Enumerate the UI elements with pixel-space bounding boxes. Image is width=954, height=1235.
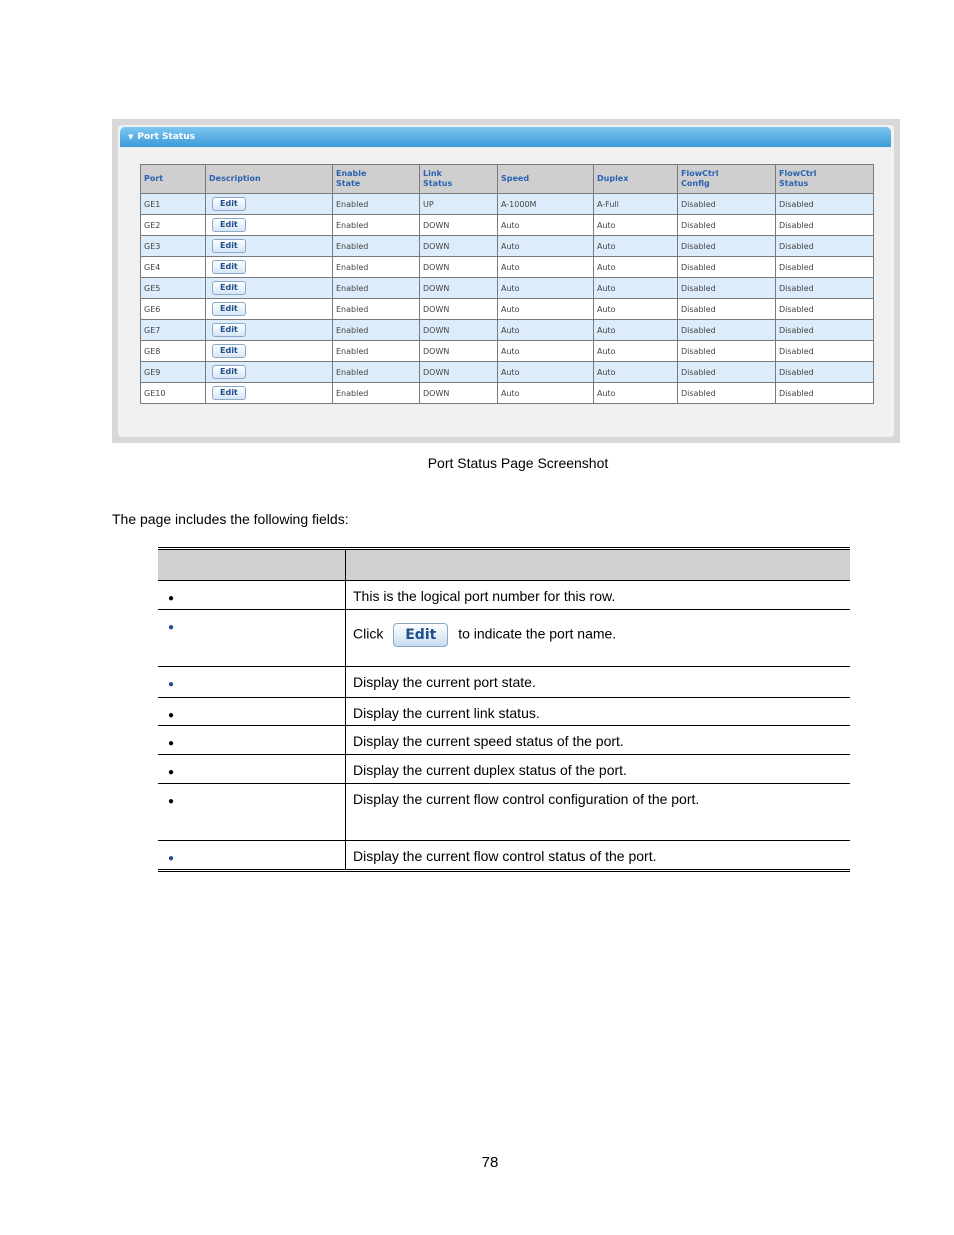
edit-button[interactable]: Edit	[212, 239, 246, 253]
col-header-duplex: Duplex	[594, 165, 678, 194]
col-header-flowctrl-config-text: FlowCtrl Config	[681, 169, 719, 188]
cell-speed: Auto	[498, 341, 594, 362]
cell-duplex: Auto	[594, 362, 678, 383]
edit-button[interactable]: Edit	[212, 197, 246, 211]
col-header-flowctrl-config	[678, 165, 776, 194]
field-desc-cell	[346, 726, 851, 755]
table-row	[141, 257, 874, 278]
cell-speed: Auto	[498, 299, 594, 320]
cell-duplex: Auto	[594, 278, 678, 299]
cell-state: Enabled	[333, 278, 420, 299]
field-object-cell	[158, 581, 346, 610]
page-number: 78	[481, 1154, 499, 1171]
cell-state: Enabled	[333, 320, 420, 341]
cell-duplex: Auto	[594, 257, 678, 278]
field-description-pre: Click	[353, 625, 384, 642]
table-row	[141, 215, 874, 236]
cell-fc-config: Disabled	[678, 362, 776, 383]
field-header-description	[346, 549, 851, 581]
cell-link: DOWN	[420, 257, 498, 278]
field-row	[158, 755, 850, 784]
cell-link: DOWN	[420, 236, 498, 257]
edit-button[interactable]: Edit	[212, 323, 246, 337]
bullet-icon: ●	[168, 738, 175, 749]
col-header-enable-state	[333, 165, 420, 194]
field-description-post: to indicate the port name.	[458, 625, 617, 642]
cell-state: Enabled	[333, 383, 420, 404]
field-desc-cell	[346, 610, 851, 667]
col-header-flowctrl-status	[776, 165, 874, 194]
cell-fc-status: Disabled	[776, 215, 874, 236]
cell-description	[206, 320, 333, 341]
field-table-header	[158, 549, 850, 581]
cell-state: Enabled	[333, 341, 420, 362]
bullet-icon: ●	[168, 796, 175, 807]
cell-description	[206, 215, 333, 236]
bullet-icon: ●	[168, 767, 175, 778]
cell-fc-config: Disabled	[678, 299, 776, 320]
cell-state: Enabled	[333, 257, 420, 278]
cell-duplex: Auto	[594, 236, 678, 257]
field-desc-cell	[346, 698, 851, 726]
field-description-click	[353, 623, 616, 647]
edit-button[interactable]: Edit	[212, 365, 246, 379]
field-object-cell	[158, 698, 346, 726]
collapse-arrow-icon[interactable]: ▼	[128, 133, 134, 141]
cell-port: GE3	[141, 236, 206, 257]
bullet-icon: ●	[168, 622, 175, 633]
field-description: Display the current speed status of the port.	[353, 733, 624, 749]
table-header-row	[141, 165, 874, 194]
field-object-cell	[158, 755, 346, 784]
table-row	[141, 362, 874, 383]
cell-duplex: Auto	[594, 215, 678, 236]
cell-duplex: Auto	[594, 299, 678, 320]
cell-speed: Auto	[498, 362, 594, 383]
col-header-link-status	[420, 165, 498, 194]
table-row	[141, 320, 874, 341]
cell-fc-config: Disabled	[678, 383, 776, 404]
edit-button[interactable]: Edit	[212, 281, 246, 295]
bullet-icon: ●	[168, 593, 175, 604]
table-row	[141, 383, 874, 404]
cell-description	[206, 362, 333, 383]
cell-speed: Auto	[498, 236, 594, 257]
cell-state: Enabled	[333, 299, 420, 320]
cell-fc-status: Disabled	[776, 320, 874, 341]
edit-button[interactable]: Edit	[212, 344, 246, 358]
field-object-cell	[158, 726, 346, 755]
cell-fc-config: Disabled	[678, 257, 776, 278]
cell-speed: Auto	[498, 278, 594, 299]
cell-fc-status: Disabled	[776, 299, 874, 320]
field-row	[158, 726, 850, 755]
field-description: Display the current flow control status of the port.	[353, 848, 657, 864]
cell-fc-config: Disabled	[678, 194, 776, 215]
field-object-cell	[158, 610, 346, 667]
bullet-icon: ●	[168, 679, 175, 690]
cell-port: GE2	[141, 215, 206, 236]
col-header-flowctrl-status-text: FlowCtrl Status	[779, 169, 817, 188]
table-row	[141, 236, 874, 257]
cell-description	[206, 278, 333, 299]
cell-speed: Auto	[498, 383, 594, 404]
field-header-object	[158, 549, 346, 581]
cell-fc-config: Disabled	[678, 320, 776, 341]
edit-button[interactable]: Edit	[212, 386, 246, 400]
col-header-description: Description	[206, 165, 333, 194]
cell-duplex: Auto	[594, 341, 678, 362]
cell-description	[206, 194, 333, 215]
field-row	[158, 667, 850, 698]
cell-speed: A-1000M	[498, 194, 594, 215]
cell-port: GE1	[141, 194, 206, 215]
field-desc-cell	[346, 784, 851, 841]
field-description-table	[158, 547, 850, 872]
cell-link: DOWN	[420, 320, 498, 341]
cell-description	[206, 383, 333, 404]
field-row	[158, 581, 850, 610]
cell-link: UP	[420, 194, 498, 215]
cell-description	[206, 299, 333, 320]
cell-state: Enabled	[333, 215, 420, 236]
field-row	[158, 841, 850, 871]
field-desc-cell	[346, 841, 851, 871]
cell-fc-status: Disabled	[776, 362, 874, 383]
cell-state: Enabled	[333, 362, 420, 383]
intro-text: The page includes the following fields:	[112, 511, 349, 527]
cell-fc-status: Disabled	[776, 236, 874, 257]
table-row	[141, 341, 874, 362]
cell-port: GE5	[141, 278, 206, 299]
field-desc-cell	[346, 755, 851, 784]
cell-link: DOWN	[420, 215, 498, 236]
cell-port: GE7	[141, 320, 206, 341]
cell-description	[206, 236, 333, 257]
panel-title: Port Status	[137, 132, 195, 142]
cell-state: Enabled	[333, 236, 420, 257]
cell-port: GE8	[141, 341, 206, 362]
cell-link: DOWN	[420, 341, 498, 362]
edit-button[interactable]: Edit	[212, 218, 246, 232]
field-object-cell	[158, 667, 346, 698]
field-row	[158, 698, 850, 726]
cell-duplex: A-Full	[594, 194, 678, 215]
field-row	[158, 784, 850, 841]
col-header-speed: Speed	[498, 165, 594, 194]
port-status-screenshot	[112, 119, 900, 443]
cell-port: GE4	[141, 257, 206, 278]
cell-fc-config: Disabled	[678, 278, 776, 299]
field-row	[158, 610, 850, 667]
cell-description	[206, 257, 333, 278]
cell-fc-status: Disabled	[776, 194, 874, 215]
field-object-cell	[158, 841, 346, 871]
cell-link: DOWN	[420, 278, 498, 299]
edit-button[interactable]: Edit	[212, 260, 246, 274]
field-description: This is the logical port number for this row.	[353, 588, 616, 604]
cell-fc-status: Disabled	[776, 278, 874, 299]
cell-fc-status: Disabled	[776, 383, 874, 404]
cell-fc-config: Disabled	[678, 236, 776, 257]
edit-button[interactable]: Edit	[212, 302, 246, 316]
field-description: Display the current flow control configuration of the port.	[353, 791, 700, 807]
cell-fc-config: Disabled	[678, 215, 776, 236]
table-row	[141, 278, 874, 299]
cell-speed: Auto	[498, 215, 594, 236]
col-header-enable-state-text: Enable State	[336, 169, 367, 188]
cell-link: DOWN	[420, 383, 498, 404]
cell-link: DOWN	[420, 362, 498, 383]
cell-fc-status: Disabled	[776, 257, 874, 278]
field-desc-cell	[346, 667, 851, 698]
edit-button[interactable]: Edit	[393, 623, 448, 647]
cell-description	[206, 341, 333, 362]
cell-speed: Auto	[498, 257, 594, 278]
cell-port: GE9	[141, 362, 206, 383]
col-header-port: Port	[141, 165, 206, 194]
cell-port: GE6	[141, 299, 206, 320]
field-description: Display the current duplex status of the port.	[353, 762, 627, 778]
panel-title-bar[interactable]	[120, 127, 891, 147]
field-object-cell	[158, 784, 346, 841]
bullet-icon: ●	[168, 710, 175, 721]
cell-fc-status: Disabled	[776, 341, 874, 362]
cell-fc-config: Disabled	[678, 341, 776, 362]
cell-port: GE10	[141, 383, 206, 404]
table-row	[141, 194, 874, 215]
col-header-link-status-text: Link Status	[423, 169, 453, 188]
cell-duplex: Auto	[594, 320, 678, 341]
cell-link: DOWN	[420, 299, 498, 320]
port-status-table	[140, 164, 874, 404]
field-description: Display the current port state.	[353, 674, 536, 690]
cell-speed: Auto	[498, 320, 594, 341]
cell-duplex: Auto	[594, 383, 678, 404]
figure-caption: Port Status Page Screenshot	[427, 455, 609, 471]
bullet-icon: ●	[168, 853, 175, 864]
field-desc-cell	[346, 581, 851, 610]
cell-state: Enabled	[333, 194, 420, 215]
table-row	[141, 299, 874, 320]
field-description: Display the current link status.	[353, 705, 540, 721]
